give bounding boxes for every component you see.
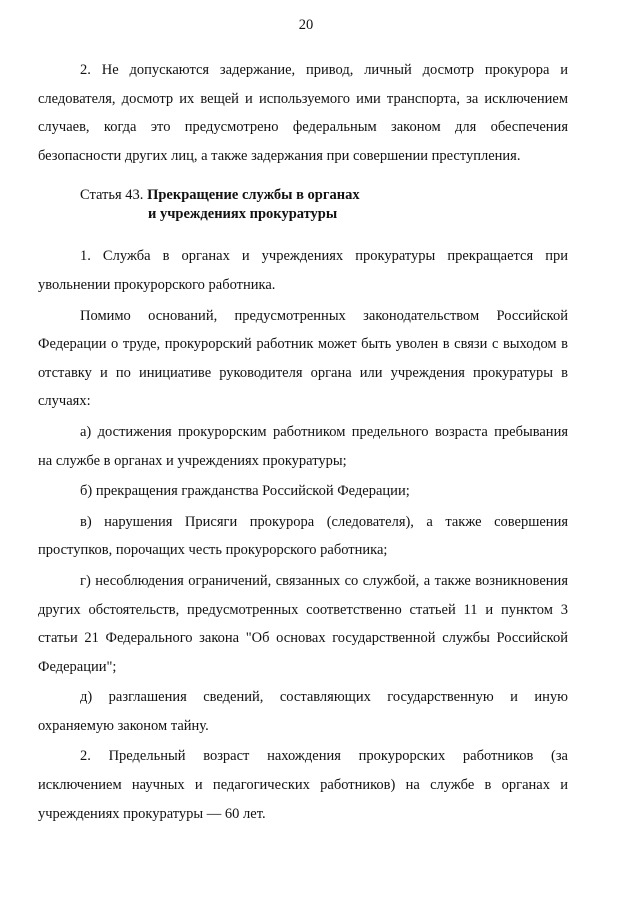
document-body: [38, 56, 568, 828]
article-title-line1: Прекращение службы в органах: [147, 187, 360, 204]
paragraph-article42-part2: 2. Не допускаются задержание, привод, личный досмотр прокурора и следователя, досмотр их вещей и используемого ими транспорта, за исключением случаев, когда это предусмотрено федеральным законом для обеспечения безопасности других лиц, а также задержания при совершении преступления.: [38, 62, 568, 164]
paragraph-part2: 2. Предельный возраст нахождения прокурорских работников (за исключением научных и педагогических работников) на службе в органах и учреждениях прокуратуры — 60 лет.: [38, 748, 568, 822]
paragraph-item-v: в) нарушения Присяги прокурора (следователя), а также совершения проступков, порочащих честь прокурорского работника;: [38, 513, 568, 559]
paragraph-grounds-intro: Помимо оснований, предусмотренных законодательством Российской Федерации о труде, прокурорский работник может быть уволен в связи с выходом в отставку и по инициативе руководителя органа или учреждения прокуратуры в случаях:: [38, 307, 568, 410]
paragraph-item-b: б) прекращения гражданства Российской Федерации;: [80, 483, 410, 500]
paragraph-part1: 1. Служба в органах и учреждениях прокуратуры прекращается при увольнении прокурорского работника.: [38, 248, 568, 293]
article-heading: [38, 186, 568, 224]
paragraph-item-a: а) достижения прокурорским работником предельного возраста пребывания на службе в органах и учреждениях прокуратуры;: [38, 423, 568, 469]
page-number: 20: [298, 17, 314, 33]
article-number: Статья 43.: [80, 187, 144, 204]
article-title-line2: и учреждениях прокуратуры: [148, 206, 338, 223]
paragraph-item-g: г) несоблюдения ограничений, связанных со службой, а также возникновения других обстоятельств, предусмотренных соответственно статьей 11 и пунктом 3 статьи 21 Федерального закона "Об основах государственной службы Российской Федерации";: [38, 572, 568, 675]
paragraph-item-d: д) разглашения сведений, составляющих государственную и иную охраняемую законом тайну.: [38, 689, 568, 734]
